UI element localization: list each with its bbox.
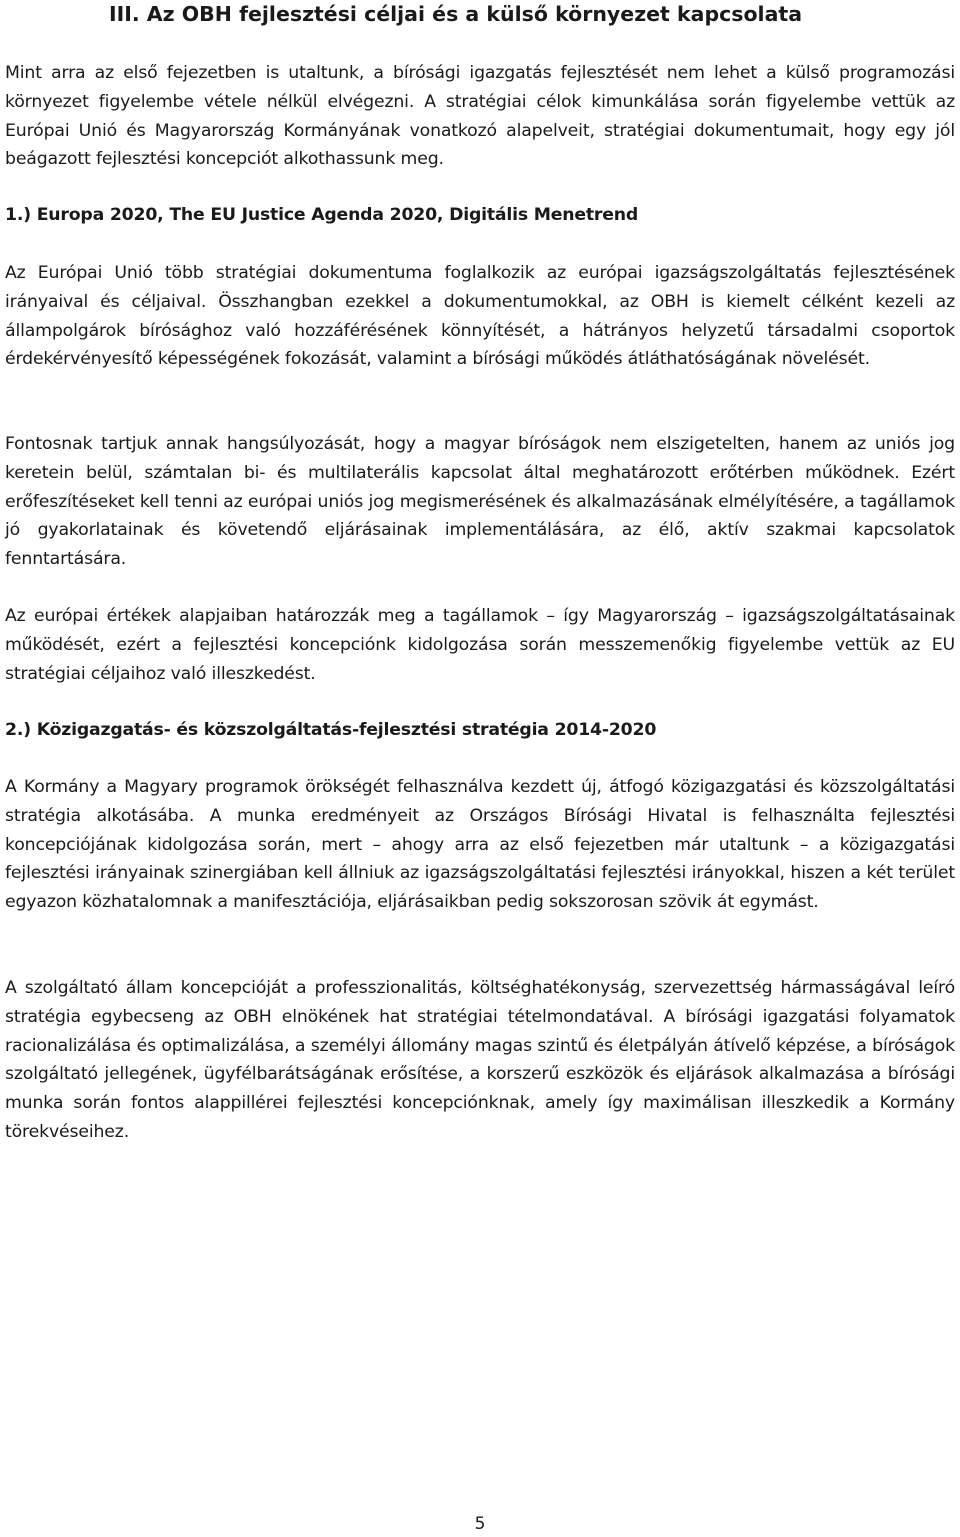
section-1-paragraph-3: Az európai értékek alapjaiban határozzák meg a tagállamok – így Magyarország – igazságszolgáltatásainak működését, ezért a fejlesztési koncepciónk kidolgozása során messzemenőkig figyelembe vettük az EU stratégiai céljaihoz való illeszkedést. <box>5 606 955 684</box>
section-1-paragraph-1: Az Európai Unió több stratégiai dokumentuma foglalkozik az európai igazságszolgáltatás fejlesztésének irányaival és céljaival. Összhangban ezekkel a dokumentumokkal, az OBH is kiemelt célként kezeli az állampolgárok bírósághoz való hozzáférésének könnyítését, a hátrányos helyzetű társadalmi csoportok érdekérvényesítő képességének fokozását, valamint a bírósági működés átláthatóságának növelését. <box>5 263 955 370</box>
section-1-heading: 1.) Europa 2020, The EU Justice Agenda 2020, Digitális Menetrend <box>5 205 639 225</box>
section-1-paragraph-2: Fontosnak tartjuk annak hangsúlyozását, hogy a magyar bíróságok nem elszigetelten, hanem az uniós jog keretein belül, számtalan bi- és multilaterális kapcsolat által meghatározott erőtérben működnek. Ezért erőfeszítéseket kell tenni az európai uniós jog megismerésének és alkalmazásának elmélyítésére, a tagállamok jó gyakorlatainak és követendő eljárásainak implementálására, az élő, aktív szakmai kapcsolatok fenntartására. <box>5 434 955 570</box>
intro-paragraph: Mint arra az első fejezetben is utaltunk, a bírósági igazgatás fejlesztését nem lehet a külső programozási környezet figyelembe vétele nélkül elvégezni. A stratégiai célok kimunkálása során figyelembe vettük az Európai Unió és Magyarország Kormányának vonatkozó alapelveit, stratégiai dokumentumait, hogy egy jól beágazott fejlesztési koncepciót alkothassunk meg. <box>5 63 955 170</box>
section-2-paragraph-1: A Kormány a Magyary programok örökségét felhasználva kezdett új, átfogó közigazgatási és közszolgáltatási stratégia alkotásába. A munka eredményeit az Országos Bírósági Hivatal is felhasználta fejlesztési koncepciójának kidolgozása során, mert – ahogy arra az első fejezetben már utaltunk – a közigazgatási fejlesztési irányainak szinergiában kell állniuk az igazságszolgáltatási fejlesztési irányokkal, hiszen a két terület egyazon közhatalomnak a manifesztációja, eljárásaikban pedig sokszorosan szövik át egymást. <box>5 777 955 913</box>
page-number: 5 <box>474 1514 486 1534</box>
section-2-paragraph-2: A szolgáltató állam koncepcióját a professzionalitás, költséghatékonyság, szervezettség hármasságával leíró stratégia egybecseng az OBH elnökének hat stratégiai tételmondatával. A bírósági igazgatási folyamatok racionalizálása és optimalizálása, a személyi állomány magas szintű és életpályán átívelő képzése, a bíróságok szolgáltató jellegének, ügyfélbarátságának erősítése, a korszerű eszközök és eljárások alkalmazása a bírósági munka során fontos alappillérei fejlesztési koncepciónknak, amely így maximálisan illeszkedik a Kormány törekvéseihez. <box>5 978 955 1142</box>
chapter-title: III. Az OBH fejlesztési céljai és a külső környezet kapcsolata <box>109 2 803 26</box>
section-2-heading: 2.) Közigazgatás- és közszolgáltatás-fejlesztési stratégia 2014-2020 <box>5 720 657 740</box>
